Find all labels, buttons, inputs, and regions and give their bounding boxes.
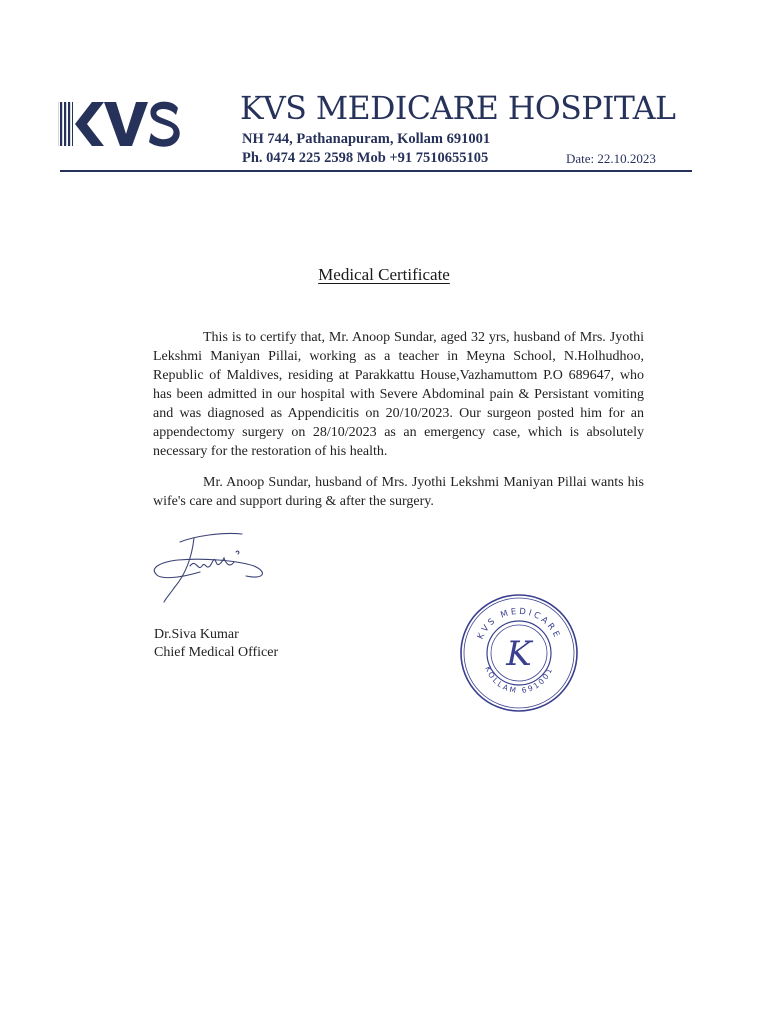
body-paragraph: This is to certify that, Mr. Anoop Sundar, aged 32 yrs, husband of Mrs. Jyothi Lekshmi Maniyan Pillai, working as a teacher in Meyna School, N.Holhudhoo, Republic of Maldives, residing at Parakkattu House,Vazhamuttom P.O 689647, who has been admitted in our hospital with Severe Abdominal pain & Persistant vomiting and was diagnosed as Appendicitis on 20/10/2023. Our surgeon posted him for an appendectomy surgery on 28/10/2023 as an emergency case, which is absolutely necessary for the restoration of his health.: [153, 330, 644, 459]
certificate-body: [153, 328, 644, 511]
hospital-address: NH 744, Pathanapuram, Kollam 691001: [242, 131, 491, 147]
certificate-date: Date: 22.10.2023: [566, 151, 656, 166]
svg-text:K: K: [506, 634, 532, 674]
svg-text:KVS MEDICARE: KVS MEDICARE: [475, 606, 563, 642]
signatory-name: Dr.Siva Kumar: [154, 627, 239, 642]
signature-image: [150, 528, 270, 608]
hospital-seal: [458, 592, 580, 714]
hospital-phone: Ph. 0474 225 2598 Mob +91 7510655105: [242, 150, 489, 166]
certificate-title: Medical Certificate: [318, 265, 450, 284]
header-divider: [60, 170, 692, 172]
hospital-logo: [56, 96, 182, 152]
svg-text:KOLLAM 691001: KOLLAM 691001: [483, 665, 555, 696]
signatory-title: Chief Medical Officer: [154, 645, 279, 660]
body-paragraph: Mr. Anoop Sundar, husband of Mrs. Jyothi Lekshmi Maniyan Pillai wants his wife's care and support during & after the surgery.: [153, 475, 644, 509]
hospital-name: KVS MEDICARE HOSPITAL: [240, 91, 676, 127]
